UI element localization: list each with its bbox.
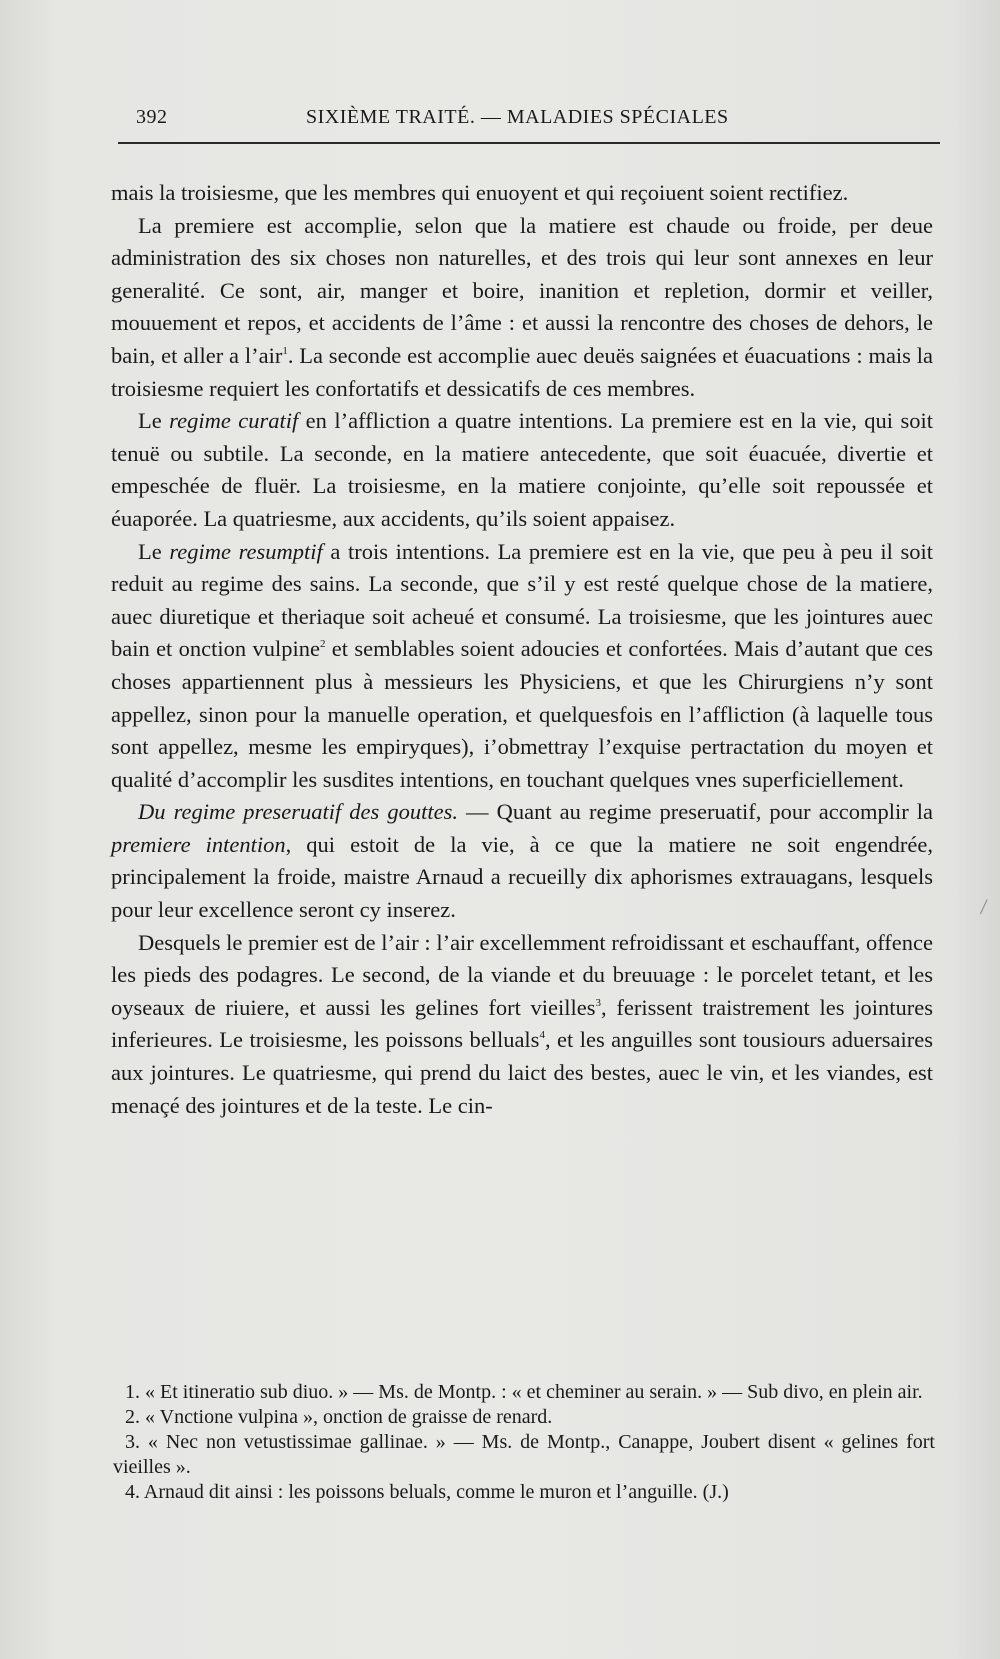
paragraph: Du regime preseruatif des gouttes. — Quant au regime preseruatif, pour accomplir la premiere intention, qui estoit de la vie, à ce que la matiere ne soit engendrée, principalement la froide, maistre Arnaud a recueilly dix aphorismes extrauagans, lesquels pour leur excellence seront cy inserez. xyxy=(111,799,934,923)
paragraph: Desquels le premier est de l’air : l’air excellemment refroidissant et eschauffant, offence les pieds des podagres. Le second, de la viande et du breuuage : le porcelet tetant, et les oyseaux de riuiere, et aussi les gelines fort vieilles$^3$, ferissent traistrement les jointures inferieures. Le troisiesme, les poissons belluals$^4$, et les anguilles sont tousiours aduersaires aux jointures. Le quatriesme, qui prend du laict des bestes, auec le vin, et les viandes, est menaçé des jointures et de la teste. Le cin- xyxy=(111,929,933,1118)
emphasis: regime curatif xyxy=(169,408,299,434)
header-rule xyxy=(118,142,940,144)
footnote: 4. Arnaud dit ainsi : les poissons beluals, comme le muron et l’anguille. (J.) xyxy=(125,1481,729,1503)
paragraph: La premiere est accomplie, selon que la matiere est chaude ou froide, per deue administration des six choses non naturelles, et des trois qui leur sont annexes en leur generalité. Ce sont, air, manger et boire, inanition et repletion, dormir et veiller, mouuement et repos, et accidents de l’âme : et aussi la rencontre des choses de dehors, le bain, et aller a l’air$^1$. La seconde est accomplie auec deuës saignées et éuacuations : mais la troisiesme requiert les confortatifs et dessicatifs de ces membres. xyxy=(111,212,933,401)
main-text xyxy=(111,177,933,1122)
footnote-ref: 1 xyxy=(282,344,288,357)
emphasis: regime resumptif xyxy=(169,538,323,564)
running-title: SIXIÈME TRAITÉ. — MALADIES SPÉCIALES xyxy=(306,106,729,128)
paragraph: mais la troisiesme, que les membres qui enuoyent et qui reçoiuent soient rectifiez. xyxy=(111,180,849,205)
footnotes xyxy=(113,1380,935,1505)
section-heading: Du regime preseruatif des gouttes. xyxy=(138,799,458,825)
page-header xyxy=(136,106,941,136)
footnote-ref: 3 xyxy=(595,996,602,1009)
emphasis: premiere intention xyxy=(111,831,286,857)
footnote: 3. « Nec non vetustissimae gallinae. » — Ms. de Montp., Canappe, Joubert disent « gelines fort vieilles ». xyxy=(113,1431,935,1478)
paragraph: Le regime resumptif a trois intentions. La premiere est en la vie, que peu à peu il soit reduit au regime des sains. La seconde, que s’il y est resté quelque chose de la matiere, auec diuretique et theriaque soit acheué et consumé. La troisiesme, que les jointures auec bain et onction vulpine$^2$ et semblables soient adoucies et confortées. Mais d’autant que ces choses appartiennent plus à messieurs les Physiciens, et que les Chirurgiens n’y sont appellez, sinon pour la manuelle operation, et quelquesfois en l’affliction (à laquelle tous sont appellez, mesme les empiryques), i’obmettray l’exquise pertractation du moyen et qualité d’accomplir les susdites intentions, en touchant quelques vnes superficiellement. xyxy=(111,538,933,792)
page-number: 392 xyxy=(136,106,168,128)
footnote: 2. « Vnctione vulpina », onction de graisse de renard. xyxy=(125,1406,553,1428)
footnote: 1. « Et itineratio sub diuo. » — Ms. de Montp. : « et cheminer au serain. » — Sub divo, en plein air. xyxy=(125,1381,923,1403)
paragraph: Le regime curatif en l’affliction a quatre intentions. La premiere est en la vie, qui soit tenuë ou subtile. La seconde, en la matiere antecedente, que soit éuacuée, divertie et empeschée de fluër. La troisiesme, en la matiere conjointe, qu’elle soit repoussée et éuaporée. La quatriesme, aux accidents, qu’ils soient appaisez. xyxy=(111,408,934,531)
footnote-ref: 2 xyxy=(319,638,326,651)
footnote-ref: 4 xyxy=(539,1029,545,1042)
margin-mark xyxy=(980,899,993,916)
